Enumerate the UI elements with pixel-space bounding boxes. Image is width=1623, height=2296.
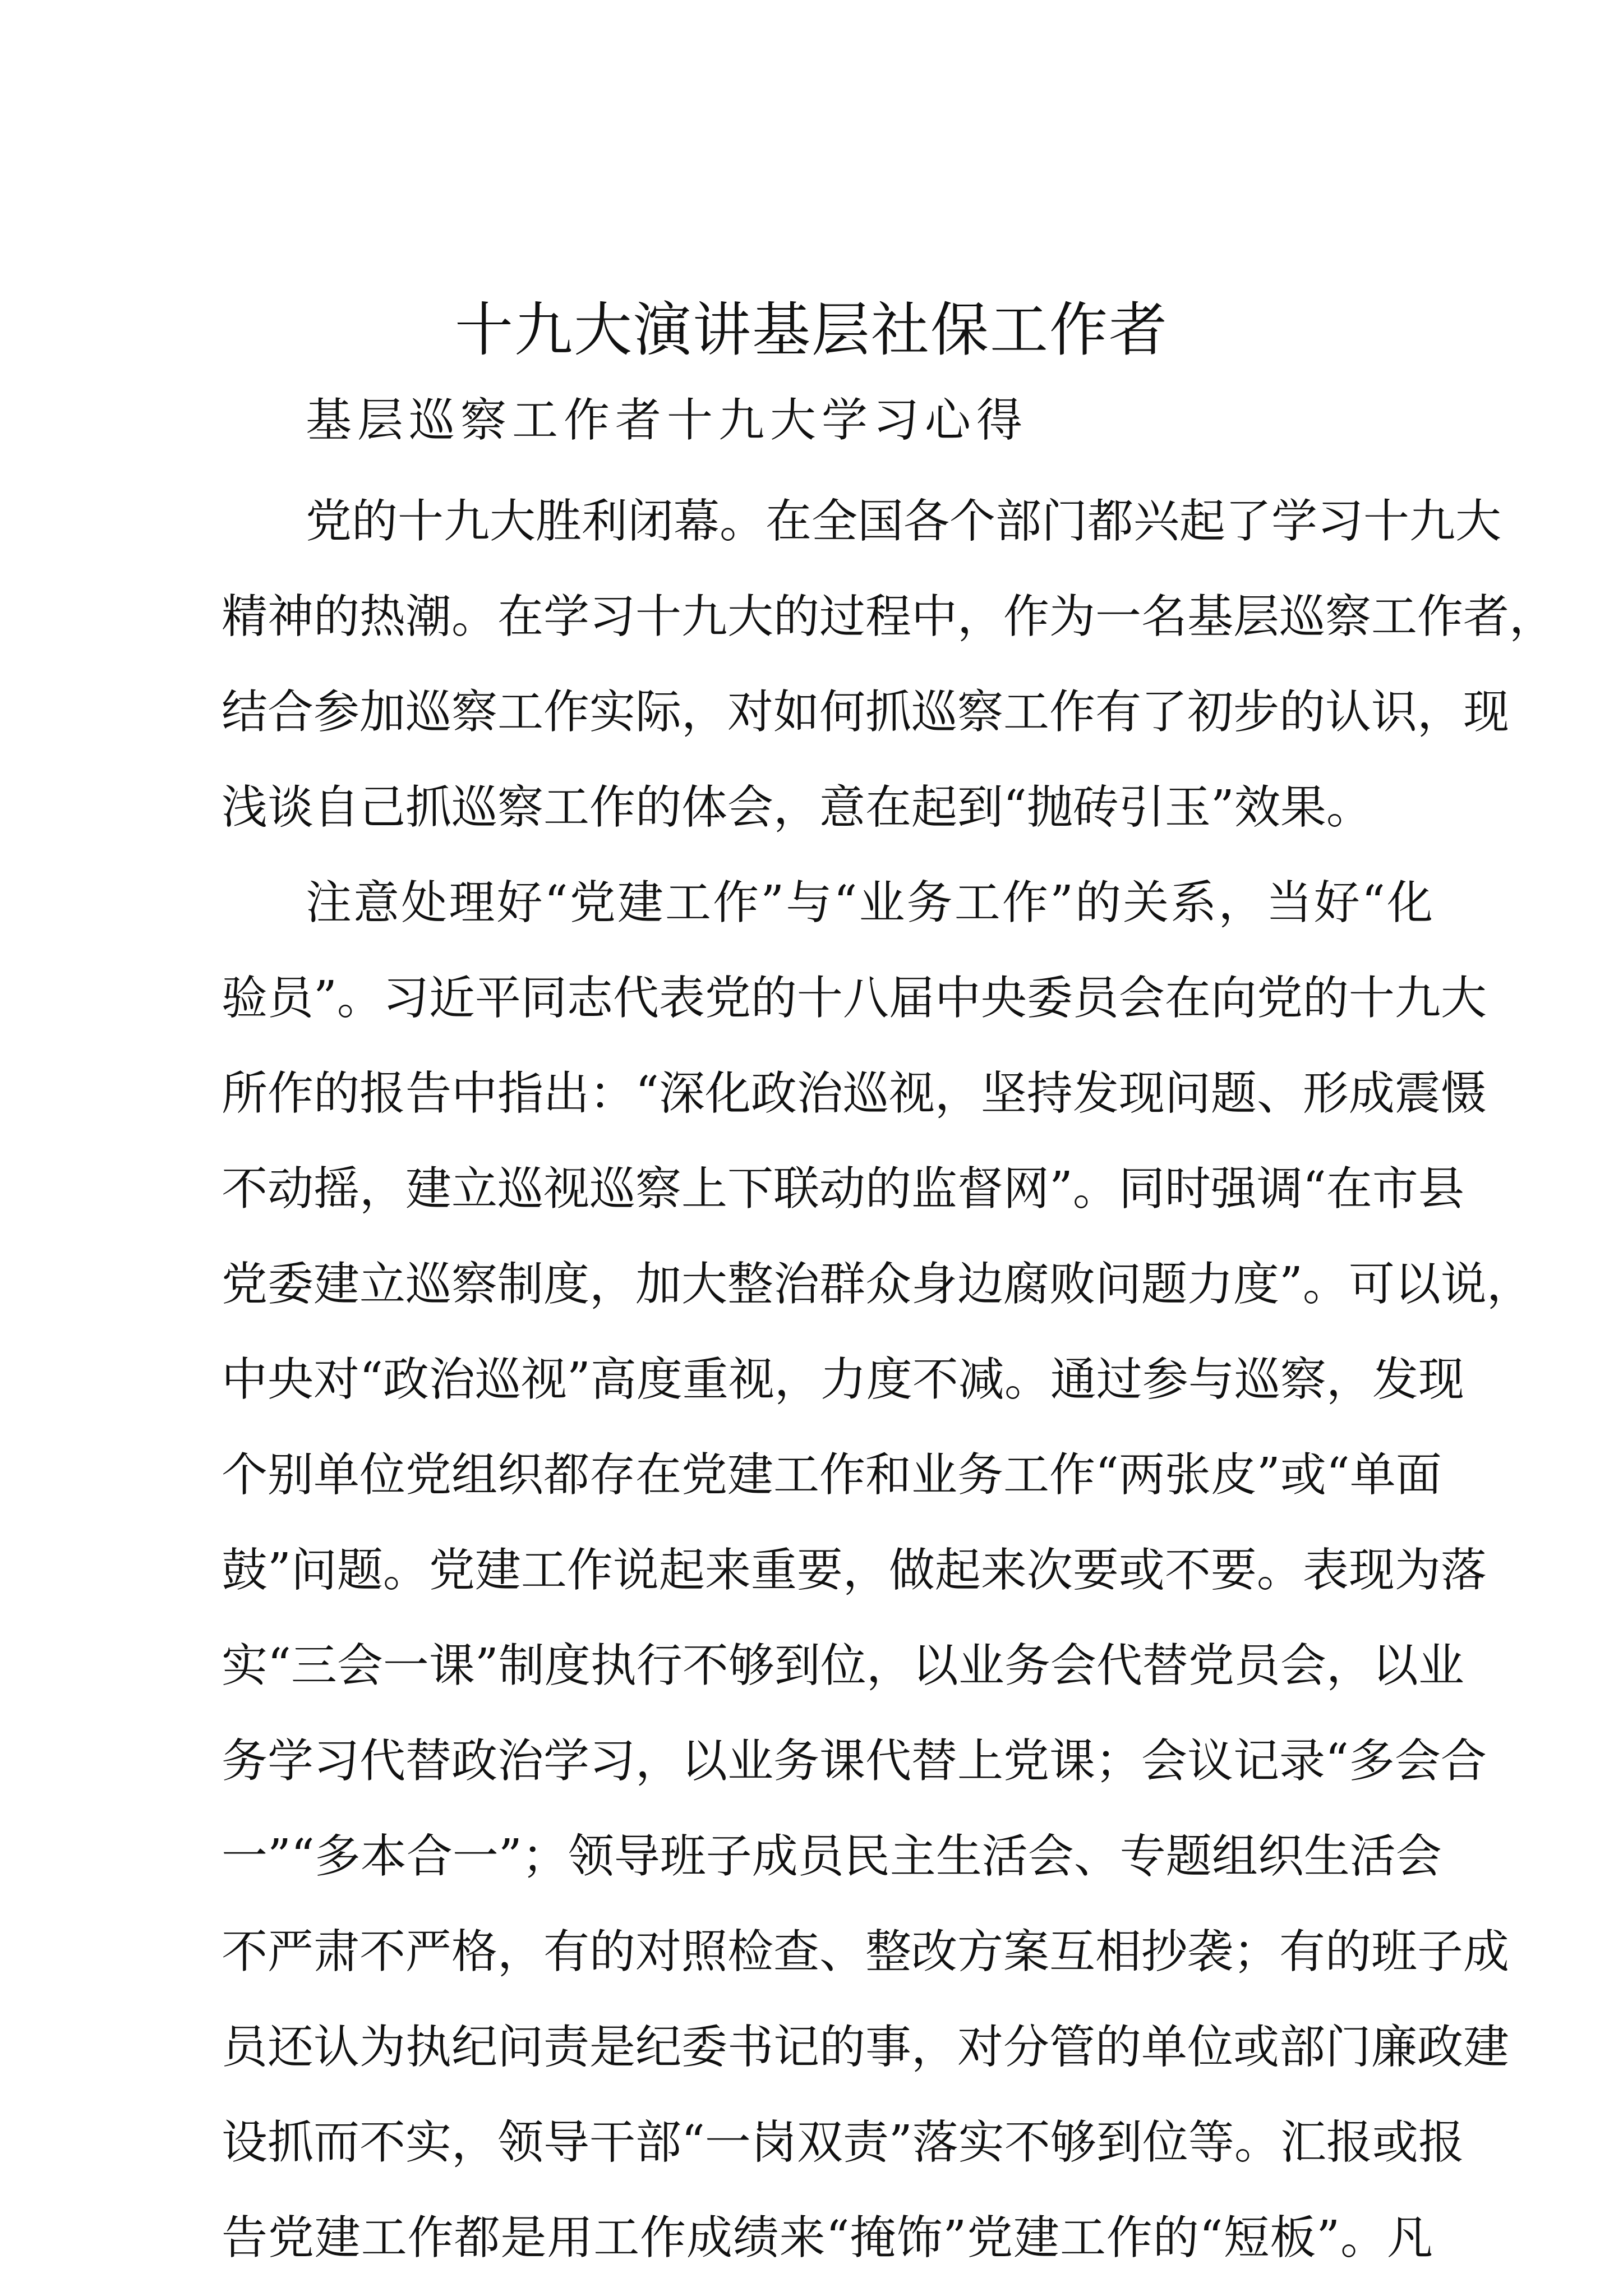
paragraph-line: 不动摇，建立巡视巡察上下联动的监督网”。同时强调“在市县	[222, 1162, 1464, 1216]
document-subtitle: 基层巡察工作者十九大学习心得	[306, 394, 1029, 447]
paragraph-line: 注意处理好“党建工作”与“业务工作”的关系，当好“化	[306, 876, 1433, 930]
paragraph-line: 党委建立巡察制度，加大整治群众身边腐败问题力度”。可以说，	[222, 1258, 1533, 1311]
paragraph-line: 员还认为执纪问责是纪委书记的事，对分管的单位或部门廉政建	[222, 2021, 1510, 2074]
paragraph-line: 鼓”问题。党建工作说起来重要，做起来次要或不要。表现为落	[222, 1544, 1487, 1597]
paragraph-line: 验员”。习近平同志代表党的十八届中央委员会在向党的十九大	[222, 972, 1487, 1025]
paragraph-line: 所作的报告中指出：“深化政治巡视，坚持发现问题、形成震慑	[222, 1067, 1487, 1120]
paragraph-line: 个别单位党组织都存在党建工作和业务工作“两张皮”或“单面	[222, 1448, 1442, 1502]
paragraph-line: 中央对“政治巡视”高度重视，力度不减。通过参与巡察，发现	[222, 1353, 1464, 1406]
paragraph-line: 一”“多本合一”；领导班子成员民主生活会、专题组织生活会	[222, 1830, 1442, 1883]
paragraph-line: 告党建工作都是用工作成绩来“掩饰”党建工作的“短板”。凡	[222, 2211, 1433, 2265]
paragraph-line: 党的十九大胜利闭幕。在全国各个部门都兴起了学习十九大	[306, 495, 1502, 548]
paragraph-line: 实“三会一课”制度执行不够到位，以业务会代替党员会，以业	[222, 1639, 1464, 1692]
paragraph-line: 务学习代替政治学习，以业务课代替上党课；会议记录“多会合	[222, 1734, 1487, 1788]
paragraph-line: 浅谈自己抓巡察工作的体会，意在起到“抛砖引玉”效果。	[222, 781, 1372, 834]
paragraph-line: 结合参加巡察工作实际，对如何抓巡察工作有了初步的认识，现	[222, 685, 1510, 739]
paragraph-line: 设抓而不实，领导干部“一岗双责”落实不够到位等。汇报或报	[222, 2116, 1464, 2169]
paragraph-line: 不严肃不严格，有的对照检查、整改方案互相抄袭；有的班子成	[222, 1925, 1510, 1978]
document-title: 十九大演讲基层社保工作者	[454, 296, 1168, 364]
paragraph-line: 精神的热潮。在学习十九大的过程中，作为一名基层巡察工作者，	[222, 590, 1556, 643]
